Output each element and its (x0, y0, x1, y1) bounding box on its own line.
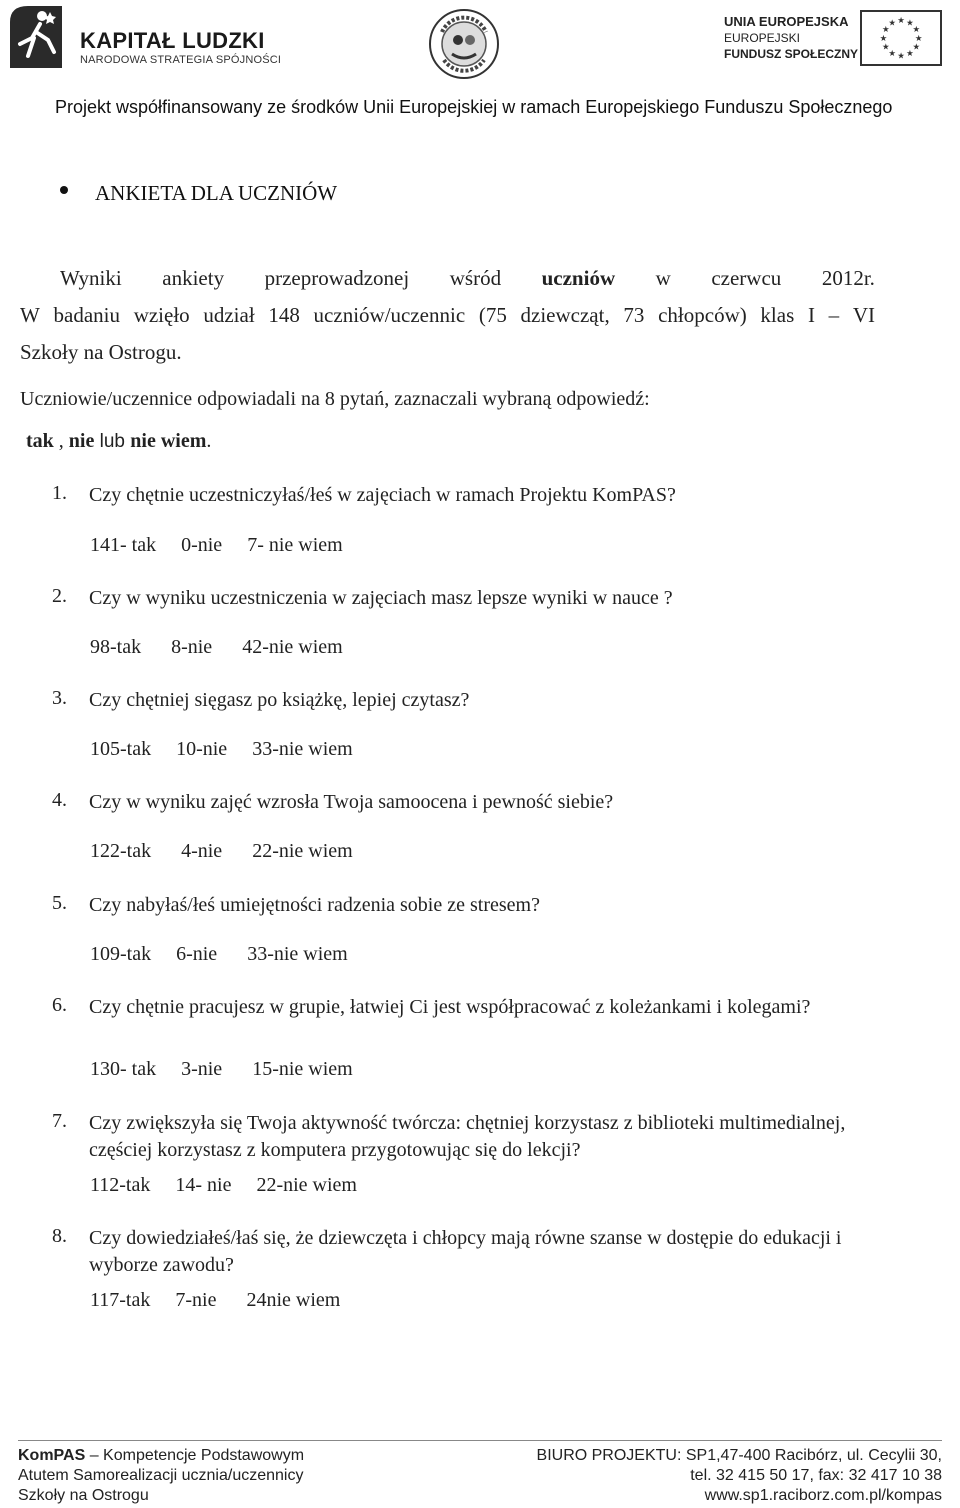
project-cofinancing-line: Projekt współfinansowany ze środków Unii Europejskiej w ramach Europejskiego Funduszu Społecznego (55, 97, 893, 117)
question-7 (0, 1110, 960, 1164)
question-result: 117-tak 7-nie 24nie wiem (90, 1289, 341, 1311)
question-result: 109-tak 6-nie 33-nie wiem (90, 943, 348, 965)
intro-line-2 (20, 297, 875, 334)
question-number: 7. (52, 1110, 67, 1132)
intro-line-3: Szkoły na Ostrogu. (20, 340, 182, 364)
question-result: 98-tak 8-nie 42-nie wiem (90, 636, 343, 658)
intro-word: – (828, 303, 840, 327)
instructions: Uczniowie/uczennice odpowiadali na 8 pytań, zaznaczali wybraną odpowiedź: (20, 388, 650, 410)
eu-star-icon: ★ (906, 49, 914, 59)
question-4 (0, 789, 960, 816)
intro-word: 73 (623, 303, 645, 327)
intro-word: dziewcząt, (520, 303, 610, 327)
question-number: 8. (52, 1225, 67, 1247)
eu-star-icon: ★ (897, 16, 905, 26)
page-header (0, 0, 960, 130)
kapital-ludzki-subtitle: NARODOWA STRATEGIA SPÓJNOŚCI (80, 54, 282, 66)
answer-nie: nie (68, 430, 95, 452)
footer-left-line-3: Szkoły na Ostrogu (18, 1487, 149, 1504)
question-result: 141- tak 0-nie 7- nie wiem (90, 534, 343, 556)
answer-end: . (206, 430, 212, 452)
question-text: Czy chętniej sięgasz po książkę, lepiej czytasz? (89, 689, 470, 711)
question-text: Czy chętnie pracujesz w grupie, łatwiej Ci jest współpracować z koleżankami i kolegami? (89, 996, 811, 1018)
question-number: 1. (52, 482, 67, 504)
intro-word: udział (203, 303, 255, 327)
answer-tak: tak (26, 430, 54, 452)
school-seal-logo (428, 8, 500, 80)
footer-project-name: KomPAS (18, 1447, 86, 1464)
answer-sep: , (53, 430, 69, 452)
question-result: 112-tak 14- nie 22-nie wiem (90, 1174, 357, 1196)
intro-word: W (20, 303, 40, 327)
intro-word: 2012r. (821, 266, 875, 290)
question-text: Czy w wyniku uczestniczenia w zajęciach masz lepsze wyniki w nauce ? (89, 587, 673, 609)
intro-word: I (807, 303, 815, 327)
intro-word: w (655, 266, 671, 290)
eu-star-icon: ★ (906, 18, 914, 28)
intro-word: klas (760, 303, 795, 327)
intro-word: czerwcu (711, 266, 782, 290)
question-result: 122-tak 4-nie 22-nie wiem (90, 840, 353, 862)
question-1 (0, 482, 960, 509)
eu-star-icon: ★ (897, 51, 905, 61)
intro-word: wśród (449, 266, 502, 290)
intro-word: uczniów/uczennic (313, 303, 466, 327)
eu-star-icon: ★ (888, 49, 896, 59)
eu-star-icon: ★ (912, 42, 921, 52)
footer-left-line-2: Atutem Samorealizacji ucznia/uczennicy (18, 1467, 304, 1484)
intro-word: wzięło (133, 303, 190, 327)
footer-phone-fax: tel. 32 415 50 17, fax: 32 417 10 38 (690, 1467, 942, 1484)
question-number: 3. (52, 687, 67, 709)
footer-divider (18, 1440, 942, 1441)
question-2 (0, 585, 960, 612)
answer-lub: lub (94, 431, 131, 452)
eu-line-2: EUROPEJSKI (724, 31, 801, 45)
intro-word: (75 (478, 303, 507, 327)
footer-left (18, 1446, 304, 1506)
question-number: 5. (52, 892, 67, 914)
question-number: 6. (52, 994, 67, 1016)
intro-word: 148 (268, 303, 300, 327)
eu-line-1: UNIA EUROPEJSKA (724, 14, 849, 29)
kapital-ludzki-logo (6, 2, 68, 70)
intro-paragraph (20, 260, 875, 371)
bullet-icon (60, 186, 68, 194)
kapital-ludzki-title: KAPITAŁ LUDZKI (80, 28, 265, 53)
question-3 (0, 687, 960, 714)
footer-project-desc: – Kompetencje Podstawowym (85, 1447, 305, 1464)
question-text: Czy w wyniku zajęć wzrosła Twoja samoocena i pewność siebie? (89, 791, 614, 813)
intro-word: przeprowadzonej (264, 266, 410, 290)
intro-word: badaniu (53, 303, 120, 327)
intro-line-1 (20, 260, 875, 297)
page-footer (0, 1440, 960, 1508)
eu-line-3: FUNDUSZ SPOŁECZNY (724, 47, 859, 61)
eu-label (724, 14, 858, 62)
eu-star-icon: ★ (879, 33, 888, 43)
eu-star-icon: ★ (888, 18, 896, 28)
footer-office-address: BIURO PROJEKTU: SP1,47-400 Racibórz, ul. Cecylii 30, (536, 1447, 942, 1464)
footer-website: www.sp1.raciborz.com.pl/kompas (704, 1487, 942, 1504)
answer-nie-wiem: nie wiem (130, 430, 207, 452)
eu-star-icon: ★ (914, 33, 923, 43)
intro-word: Wyniki (60, 266, 122, 290)
question-result: 130- tak 3-nie 15-nie wiem (90, 1058, 353, 1080)
eu-star-icon: ★ (881, 24, 890, 34)
question-number: 4. (52, 789, 67, 811)
eu-flag-icon (860, 10, 942, 66)
intro-word: chłopców) (658, 303, 747, 327)
question-8 (0, 1225, 960, 1279)
eu-star-icon: ★ (881, 42, 890, 52)
question-5 (0, 892, 960, 919)
question-text: Czy nabyłaś/łeś umiejętności radzenia sobie ze stresem? (89, 894, 540, 916)
question-text: Czy zwiększyła się Twoja aktywność twórcza: chętniej korzystasz z biblioteki multimedialnej, częściej korzystasz z komputera przygotowując się do lekcji? (89, 1112, 846, 1161)
question-number: 2. (52, 585, 67, 607)
survey-title: ANKIETA DLA UCZNIÓW (95, 181, 338, 205)
footer-right (537, 1446, 942, 1506)
intro-word: VI (852, 303, 875, 327)
question-result: 105-tak 10-nie 33-nie wiem (90, 738, 353, 760)
question-6 (0, 994, 960, 1048)
question-text: Czy chętnie uczestniczyłaś/łeś w zajęciach w ramach Projektu KomPAS? (89, 484, 676, 506)
eu-star-icon: ★ (912, 24, 921, 34)
answer-options (26, 430, 211, 453)
question-text: Czy dowiedziałeś/łaś się, że dziewczęta i chłopcy mają równe szanse w dostępie do edukacji i wyborze zawodu? (89, 1227, 842, 1276)
intro-word: uczniów (541, 266, 616, 290)
intro-word: ankiety (162, 266, 225, 290)
